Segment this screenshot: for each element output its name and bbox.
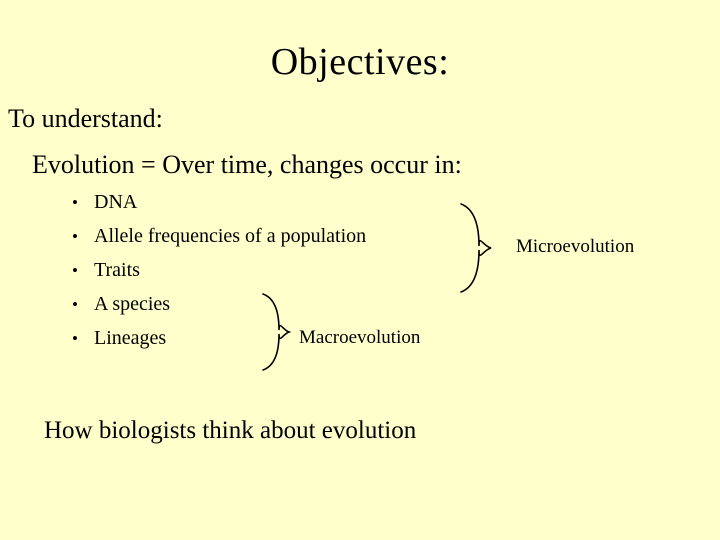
list-item-label: Lineages [94, 327, 167, 349]
list-item-label: A species [94, 293, 171, 315]
page-title: Objectives: [270, 41, 450, 83]
list-item-label: DNA [94, 191, 138, 213]
list-item-label: Traits [94, 259, 140, 281]
list-item [72, 260, 492, 294]
footer-text: How biologists think about evolution [44, 417, 417, 444]
lead-text: To understand: [8, 104, 163, 133]
bullet-dot-icon: • [72, 193, 78, 212]
list-item [72, 226, 492, 260]
bullet-dot-icon: • [72, 261, 78, 280]
bullet-dot-icon: • [72, 329, 78, 348]
bullet-dot-icon: • [72, 295, 78, 314]
brace-microevolution-icon [455, 202, 495, 294]
annotation-microevolution: Microevolution [516, 236, 635, 257]
list-item [72, 192, 492, 226]
list-item-label: Allele frequencies of a population [94, 225, 367, 247]
annotation-macroevolution: Macroevolution [299, 327, 421, 348]
bullet-dot-icon: • [72, 227, 78, 246]
brace-macroevolution-icon [258, 292, 292, 372]
subheading-text: Evolution = Over time, changes occur in: [32, 150, 462, 179]
